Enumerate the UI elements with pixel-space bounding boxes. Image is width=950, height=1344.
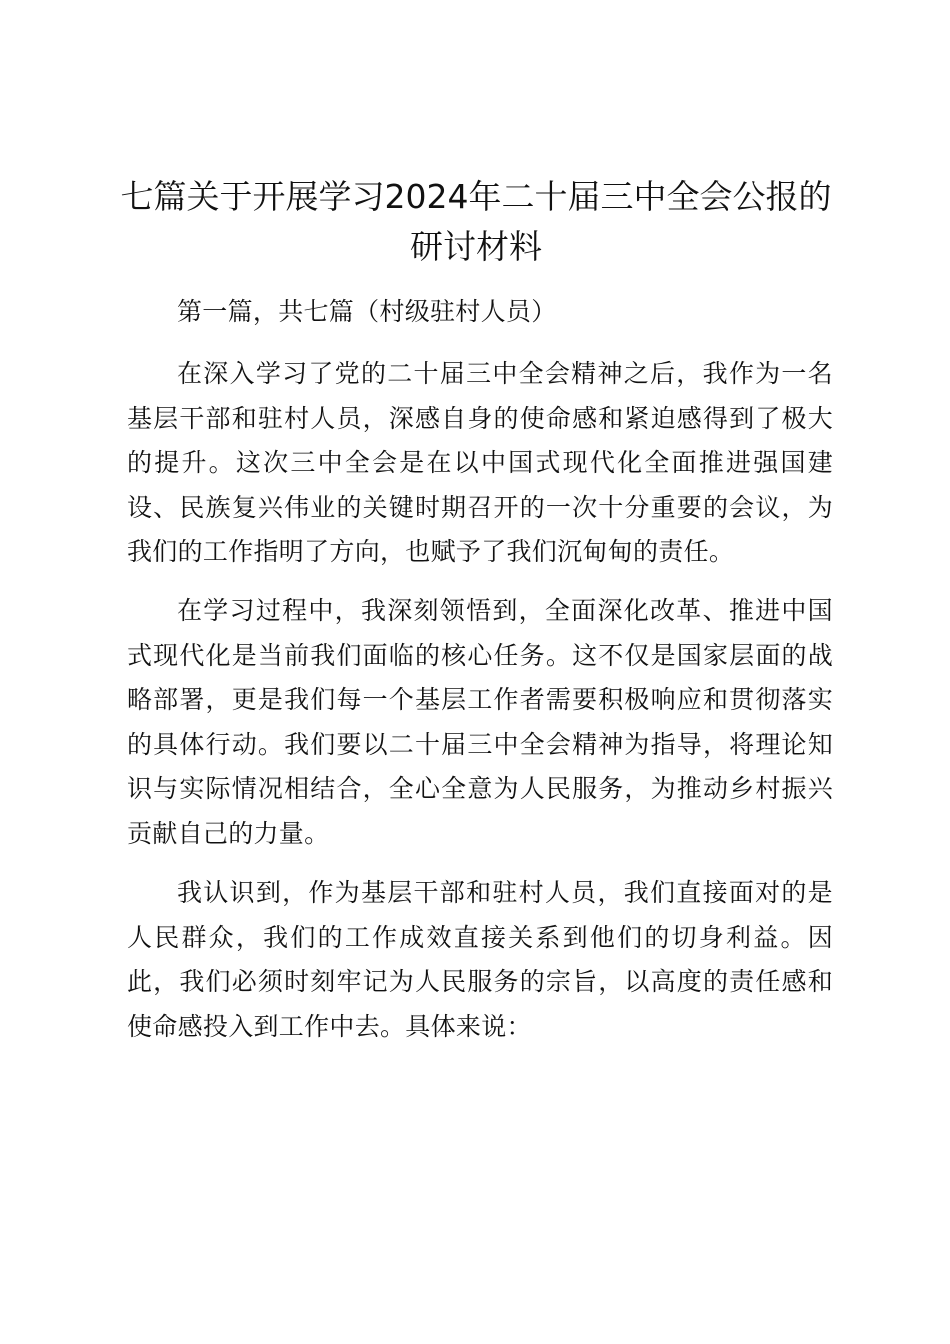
paragraph-1: 在深入学习了党的二十届三中全会精神之后，我作为一名基层干部和驻村人员，深感自身的使命感和紧迫感得到了极大的提升。这次三中全会是在以中国式现代化全面推进强国建设、民族复兴伟业的关键时期召开的一次十分重要的会议，为我们的工作指明了方向，也赋予了我们沉甸甸的责任。	[127, 359, 833, 567]
document-title: 七篇关于开展学习2024年二十届三中全会公报的研讨材料	[120, 177, 832, 266]
paragraph-2: 在学习过程中，我深刻领悟到，全面深化改革、推进中国式现代化是当前我们面临的核心任务。这不仅是国家层面的战略部署，更是我们每一个基层工作者需要积极响应和贯彻落实的具体行动。我们要以二十届三中全会精神为指导，将理论知识与实际情况相结合，全心全意为人民服务，为推动乡村振兴贡献自己的力量。	[127, 596, 833, 848]
paragraph-3: 我认识到，作为基层干部和驻村人员，我们直接面对的是人民群众，我们的工作成效直接关系到他们的切身利益。因此，我们必须时刻牢记为人民服务的宗旨，以高度的责任感和使命感投入到工作中去。具体来说：	[127, 878, 833, 1041]
document-subtitle: 第一篇，共七篇（村级驻村人员）	[177, 297, 557, 326]
